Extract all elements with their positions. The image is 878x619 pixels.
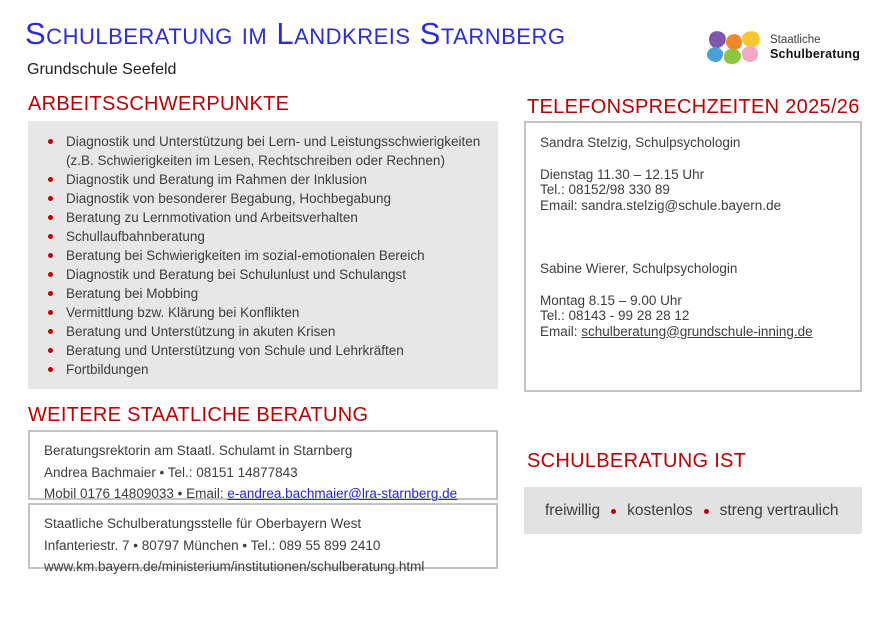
bullet-icon [48, 139, 53, 144]
list-item [34, 132, 486, 170]
schulamt-line3 [44, 483, 482, 505]
list-item-label: Beratung und Unterstützung in akuten Krisen [66, 324, 336, 339]
list-item-label: Beratung und Unterstützung von Schule und Lehrkräften [66, 343, 404, 358]
bullet-icon [48, 196, 53, 201]
email-link: sandra.stelzig@schule.bayern.de [581, 197, 782, 213]
contact-time: Montag 8.15 – 9.00 Uhr [540, 292, 682, 308]
contact-email-line [540, 324, 846, 340]
logo-blob-green [724, 49, 741, 64]
heading-arbeitsschwerpunkte: ARBEITSSCHWERPUNKTE [28, 93, 290, 115]
bullet-icon [48, 291, 53, 296]
list-item-label: Diagnostik und Unterstützung bei Lern- und Leistungsschwierigkeiten (z.B. Schwierigkeiten im Lesen, Rechtschreiben oder Rechnen) [66, 134, 481, 168]
schulamt-line2: Andrea Bachmaier • Tel.: 08151 14877843 [44, 464, 298, 480]
list-item-label: Schullaufbahnberatung [66, 229, 205, 244]
contact-name: Sandra Stelzig, Schulpsychologin [540, 135, 741, 150]
email-label: Email: [540, 323, 582, 339]
bullet-icon [704, 509, 709, 514]
contact-time: Dienstag 11.30 – 12.15 Uhr [540, 166, 705, 182]
schulberatung-ist-box [524, 487, 862, 534]
logo-line1: Staatliche [770, 33, 821, 46]
list-item [34, 284, 486, 303]
contact-email-line [540, 198, 846, 214]
email-link[interactable]: e-andrea.bachmaier@lra-starnberg.de [227, 486, 458, 501]
list-item-label: Fortbildungen [66, 362, 149, 377]
contact-sabine-wierer [540, 261, 846, 339]
contact-sandra-stelzig [540, 135, 846, 213]
list-item [34, 341, 486, 360]
beratungsstelle-line1: Staatliche Schulberatungsstelle für Oberbayern West [44, 516, 362, 531]
logo-line2: Schulberatung [770, 47, 861, 62]
heading-telefonsprechzeiten: TELEFONSPRECHZEITEN 2025/26 [527, 96, 860, 118]
bullet-icon [48, 215, 53, 220]
is-item-kostenlos: kostenlos [627, 501, 693, 519]
beratungsstelle-box [28, 503, 498, 574]
bullet-icon [611, 509, 616, 514]
is-item-vertraulich: streng vertraulich [719, 501, 839, 519]
bullet-icon [48, 367, 53, 372]
list-item-label: Vermittlung bzw. Klärung bei Konflikten [66, 305, 300, 320]
logo-text [770, 34, 860, 62]
bullet-icon [48, 234, 53, 239]
contact-name: Sabine Wierer, Schulpsychologin [540, 261, 738, 276]
is-item-freiwillig: freiwillig [545, 501, 601, 519]
list-item [34, 208, 486, 227]
page-subtitle: Grundschule Seefeld [27, 61, 177, 78]
list-item-label: Diagnostik von besonderer Begabung, Hochbegabung [66, 191, 391, 206]
list-item-label: Beratung bei Mobbing [66, 286, 199, 301]
beratungsstelle-line2: Infanteriestr. 7 • 80797 München • Tel.: 089 55 899 2410 [44, 537, 381, 553]
bullet-icon [48, 310, 53, 315]
arbeitsschwerpunkte-box [28, 121, 498, 389]
list-item [34, 322, 486, 341]
logo-blob-pink [741, 45, 759, 63]
list-item-label: Beratung zu Lernmotivation und Arbeitsverhalten [66, 210, 358, 225]
list-item [34, 360, 486, 379]
staatliche-schulberatung-logo [706, 30, 860, 66]
heading-weitere-beratung: WEITERE STAATLICHE BERATUNG [28, 404, 369, 426]
logo-blob-blue [706, 46, 724, 64]
list-item-label: Diagnostik und Beratung im Rahmen der Inklusion [66, 172, 367, 187]
bullet-icon [48, 272, 53, 277]
bullet-icon [48, 177, 53, 182]
telefonsprechzeiten-box [524, 121, 862, 392]
schulamt-contact-box [28, 430, 498, 500]
page-title: Schulberatung im Landkreis Starnberg [25, 16, 566, 51]
list-item [34, 246, 486, 265]
contact-tel: Tel.: 08152/98 330 89 [540, 182, 670, 197]
email-link[interactable]: schulberatung@grundschule-inning.de [581, 323, 813, 339]
bullet-icon [48, 253, 53, 258]
list-item-label: Beratung bei Schwierigkeiten im sozial-emotionalen Bereich [66, 248, 425, 263]
heading-schulberatung-ist: SCHULBERATUNG IST [527, 450, 747, 472]
list-item [34, 227, 486, 246]
schulamt-line1: Beratungsrektorin am Staatl. Schulamt in Starnberg [44, 443, 353, 458]
bullet-icon [48, 329, 53, 334]
logo-blobs-icon [706, 30, 762, 66]
list-item [34, 265, 486, 284]
list-item [34, 303, 486, 322]
bullet-icon [48, 348, 53, 353]
contact-tel: Tel.: 08143 - 99 28 28 12 [540, 308, 690, 323]
list-item-label: Diagnostik und Beratung bei Schulunlust und Schulangst [66, 267, 406, 282]
email-label: Email: [540, 197, 582, 213]
mobil-email-label: Mobil 0176 14809033 • Email: [44, 486, 228, 501]
website-link[interactable]: www.km.bayern.de/ministerium/institutionen/schulberatung.html [44, 559, 425, 574]
list-item [34, 170, 486, 189]
list-item [34, 189, 486, 208]
